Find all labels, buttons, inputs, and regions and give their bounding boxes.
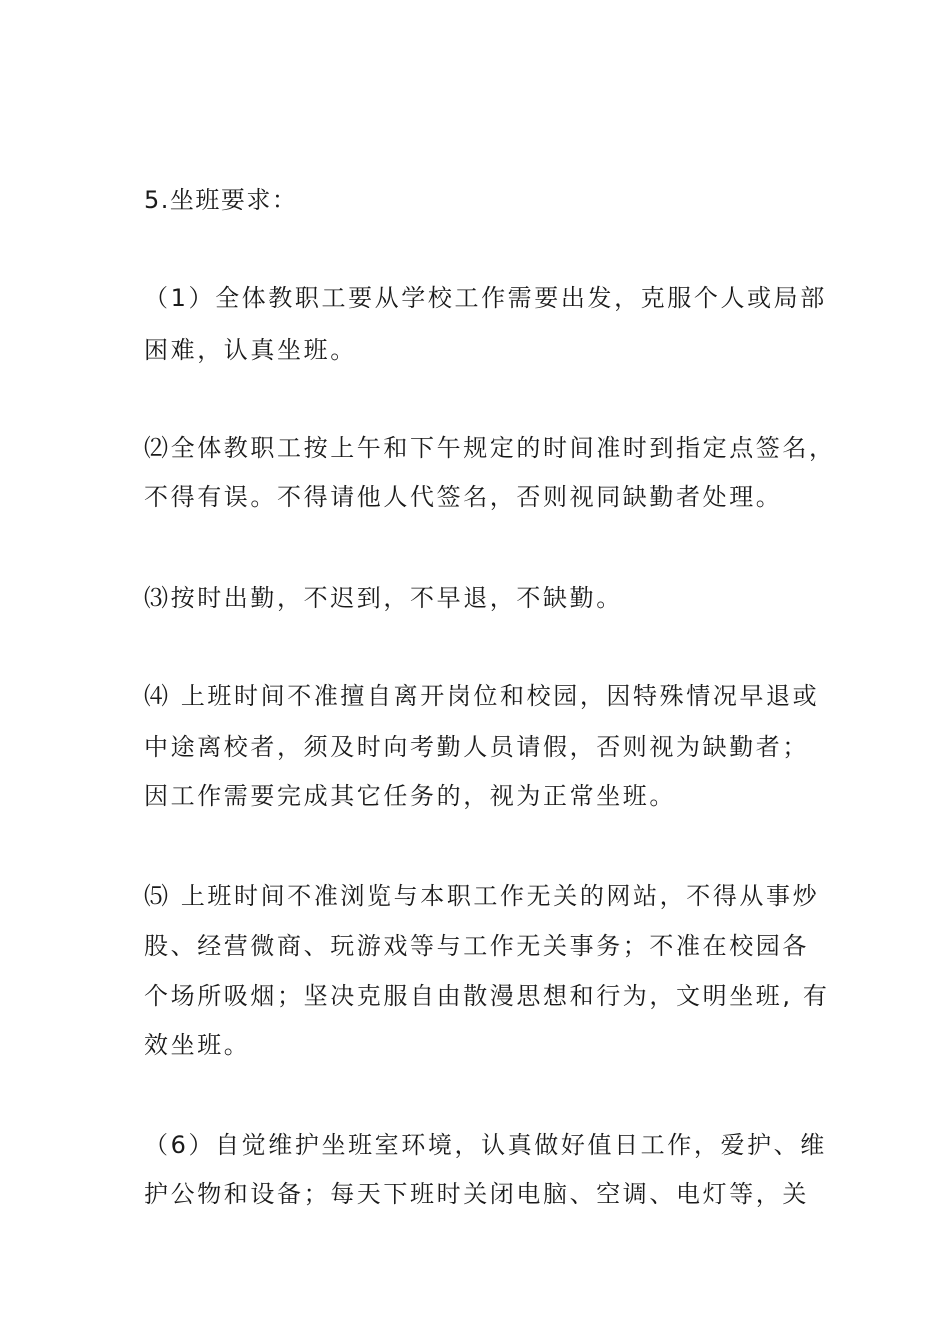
item-5-line-3: 个场所吸烟；坚决克服自由散漫思想和行为，文明坐班, 有 [144, 982, 830, 1010]
item-5-line-4: 效坐班。 [144, 1031, 251, 1059]
item-1-line-1: （1）全体教职工要从学校工作需要出发，克服个人或局部 [144, 284, 827, 312]
item-5-line-2: 股、经营微商、玩游戏等与工作无关事务；不准在校园各 [144, 932, 809, 960]
item-6-line-1: （6）自觉维护坐班室环境，认真做好值日工作，爱护、维 [144, 1131, 827, 1159]
item-2-line-2: 不得有误。不得请他人代签名，否则视同缺勤者处理。 [144, 483, 783, 511]
section-heading: 5.坐班要求： [144, 186, 298, 214]
item-1-line-2: 困难，认真坐班。 [144, 336, 357, 364]
item-5-line-1: ⑸ 上班时间不准浏览与本职工作无关的网站，不得从事炒 [144, 882, 820, 910]
item-6-line-2: 护公物和设备；每天下班时关闭电脑、空调、电灯等，关 [144, 1180, 809, 1208]
item-3-line-1: ⑶按时出勤，不迟到，不早退，不缺勤。 [144, 584, 623, 612]
item-4-line-3: 因工作需要完成其它任务的，视为正常坐班。 [144, 782, 676, 810]
item-2-line-1: ⑵全体教职工按上午和下午规定的时间准时到指定点签名， [144, 434, 836, 462]
item-4-line-1: ⑷ 上班时间不准擅自离开岗位和校园，因特殊情况早退或 [144, 682, 820, 710]
item-4-line-2: 中途离校者，须及时向考勤人员请假，否则视为缺勤者； [144, 733, 809, 761]
